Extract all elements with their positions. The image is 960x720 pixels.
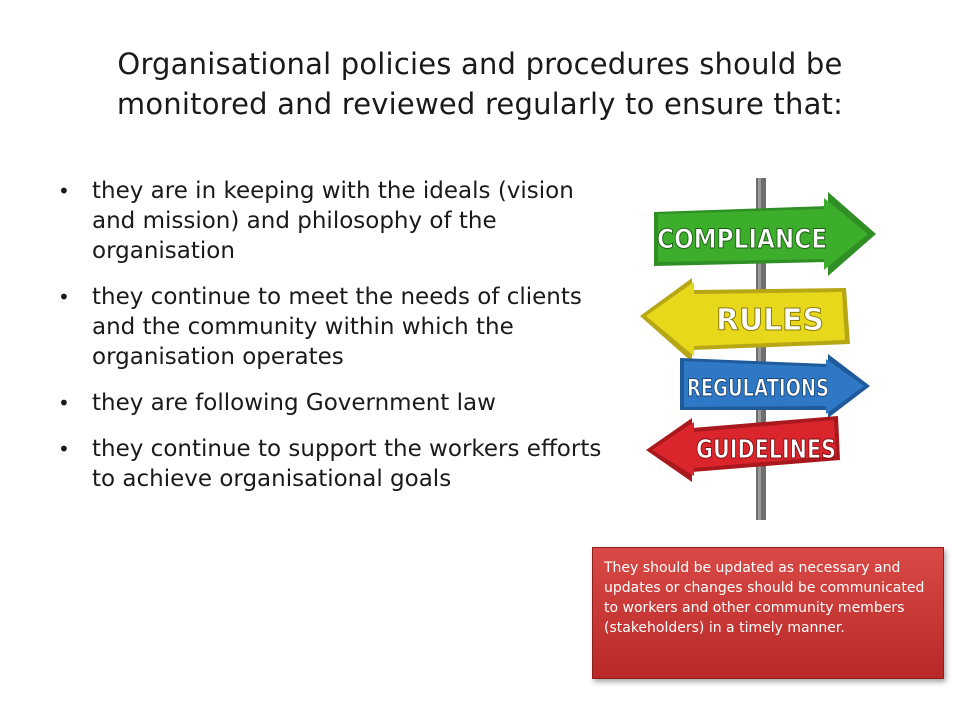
bullet-item <box>58 388 618 418</box>
guidelines-sign <box>646 416 840 482</box>
slide-title: Organisational policies and procedures should be monitored and reviewed regularly to ensure that: <box>116 47 844 121</box>
rules-sign-text: RULES <box>716 303 824 338</box>
bullet-icon: • <box>58 391 70 415</box>
bullet-icon: • <box>58 285 70 309</box>
bullet-item <box>58 176 618 266</box>
bullet-list <box>58 176 618 510</box>
regulations-sign-text: REGULATIONS <box>687 374 829 402</box>
bullet-item <box>58 434 618 494</box>
bullet-text: they continue to meet the needs of clients and the community within which the organisation operates <box>92 284 582 370</box>
callout-box: They should be updated as necessary and updates or changes should be communicated to workers and other community members (stakeholders) in a timely manner. <box>592 547 944 679</box>
guidelines-sign-text: GUIDELINES <box>696 435 836 465</box>
compliance-sign-text: COMPLIANCE <box>657 224 827 255</box>
bullet-text: they are in keeping with the ideals (vision and mission) and philosophy of the organisation <box>92 178 574 264</box>
rules-sign <box>640 278 850 362</box>
bullet-item <box>58 282 618 372</box>
bullet-text: they are following Government law <box>92 390 496 416</box>
regulations-sign <box>680 354 870 418</box>
bullet-icon: • <box>58 437 70 461</box>
bullet-text: they continue to support the workers efforts to achieve organisational goals <box>92 436 602 492</box>
bullet-icon: • <box>58 179 70 203</box>
signpost-image <box>632 178 894 520</box>
